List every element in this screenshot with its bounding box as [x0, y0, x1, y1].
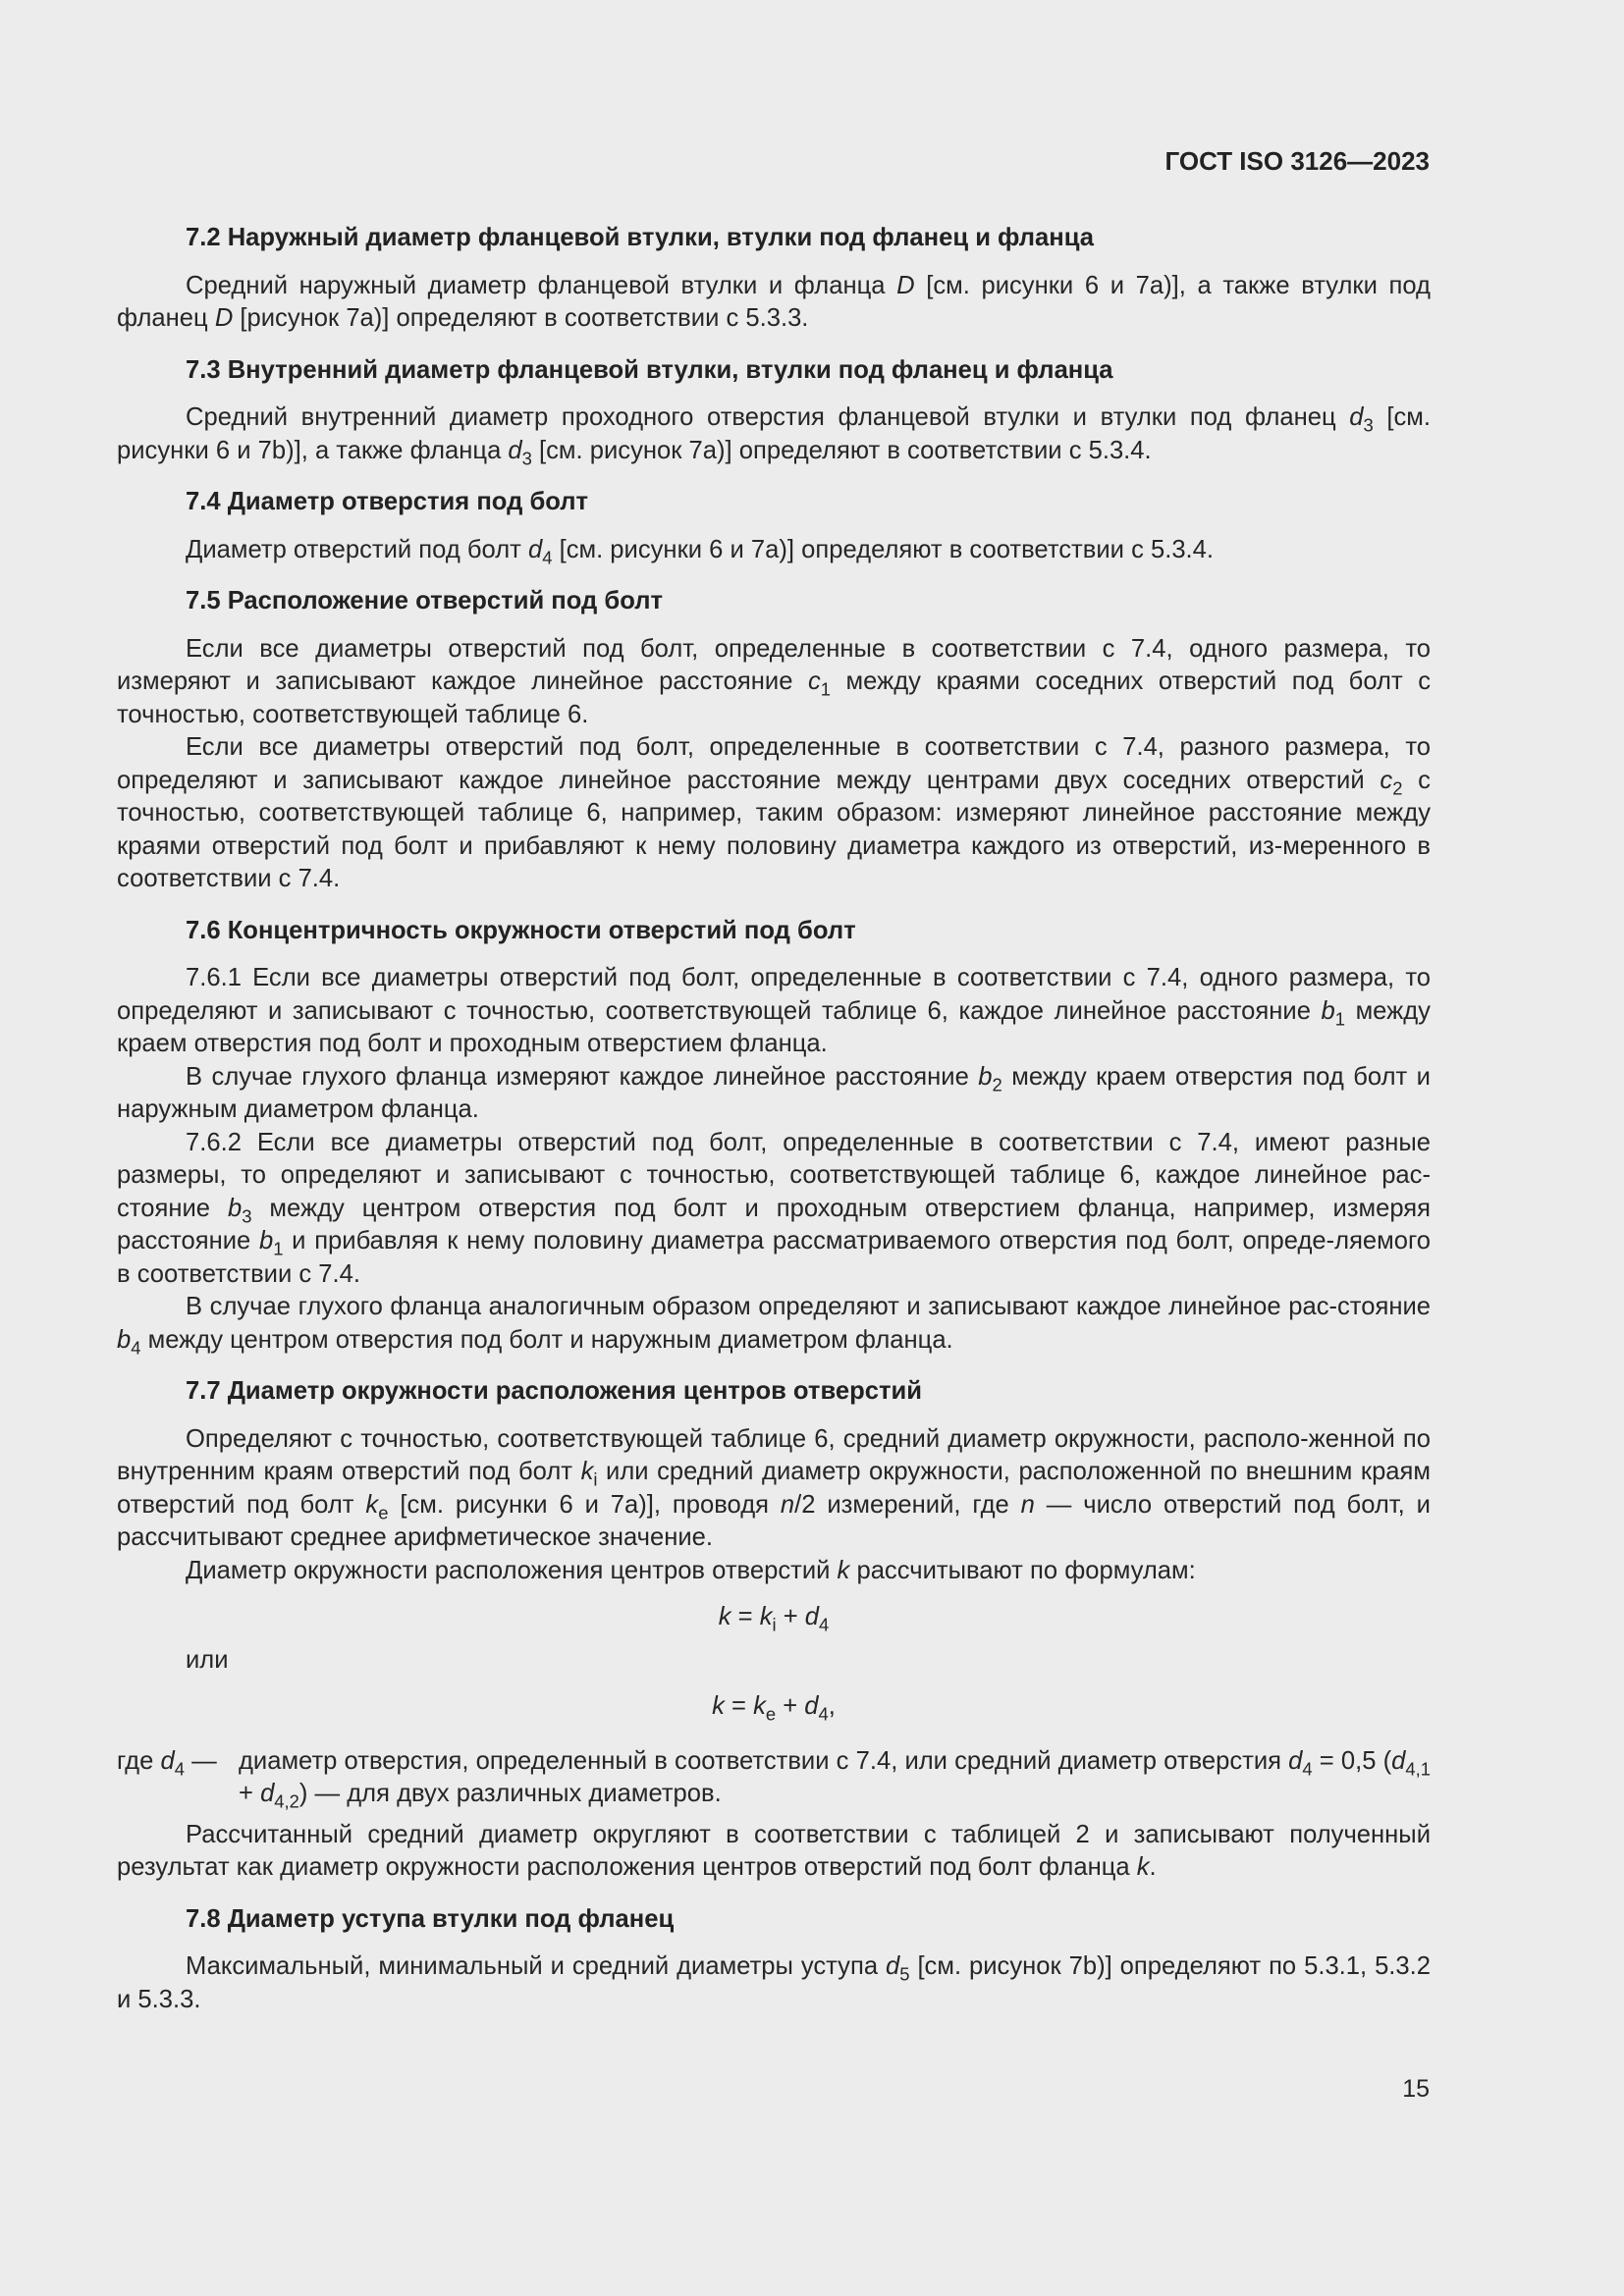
paragraph: Определяют с точностью, соответствующей таблице 6, средний диаметр окружности, располо-женной по внутренним краям отверстий под болт $k_i$ или средний диаметр окружности, расположенной по внешним краям отверстий под болт $k_e$ [см. рисунки 6 и 7а)], проводя n/2 измерений, где n — число отверстий под болт, и рассчитывают среднее арифметическое значение. — [117, 1424, 1431, 1551]
paragraph: Если все диаметры отверстий под болт, определенные в соответствии с 7.4, одного размера, то измеряют и записывают каждое линейное расстояние $c_1$ между краями соседних отверстий под болт с точностью, соответствующей таблице 6. — [117, 634, 1431, 728]
paragraph: 7.6.1 Если все диаметры отверстий под болт, определенные в соответствии с 7.4, одного размера, то определяют и записывают с точностью, соответствующей таблице 6, каждое линейное расстояние $b_1$ между краем отверстия под болт и проходным отверстием фланца. — [117, 964, 1431, 1057]
document-header: ГОСТ ISO 3126—2023 — [1164, 146, 1430, 176]
section-title: 7.6 Концентричность окружности отверстий под болт — [186, 916, 856, 944]
section-7-3 — [117, 354, 1431, 468]
formula: $k = k_e + d_4$, — [712, 1692, 836, 1725]
section-title: 7.3 Внутренний диаметр фланцевой втулки, втулки под фланец и фланца — [186, 355, 1113, 384]
paragraph: Средний внутренний диаметр проходного отверстия фланцевой втулки и втулки под фланец $d_3$ [см. рисунки 6 и 7b)], а также фланца $d_3$ [см. рисунок 7а)] определяют в соответствии с 5.3.4. — [117, 403, 1431, 468]
paragraph: В случае глухого фланца аналогичным образом определяют и записывают каждое линейное рас-стояние $b_4$ между центром отверстия под болт и наружным диаметром фланца. — [117, 1293, 1431, 1358]
section-7-4 — [117, 486, 1431, 566]
paragraph: 7.6.2 Если все диаметры отверстий под болт, определенные в соответствии с 7.4, имеют разные размеры, то определяют и записывают с точностью, соответствующей таблице 6, каждое линейное рас-стояние $b_3$ между центром отверстия под болт и проходным отверстием фланца, например, измеряя расстояние $b_1$ и прибавляя к нему половину диаметра рассматриваемого отверстия под болт, опреде-ляемого в соответствии с 7.4. — [117, 1128, 1431, 1288]
section-title: 7.7 Диаметр окружности расположения центров отверстий — [186, 1377, 922, 1405]
explanation-term: где $d_4$ — — [117, 1746, 217, 1779]
section-title: 7.8 Диаметр уступа втулки под фланец — [186, 1904, 675, 1933]
section-7-8 — [117, 1903, 1431, 2017]
section-7-5 — [117, 585, 1431, 896]
or-word: или — [186, 1645, 229, 1674]
paragraph: Диаметр окружности расположения центров отверстий k рассчитывают по формулам: — [186, 1556, 1196, 1584]
paragraph: В случае глухого фланца измеряют каждое линейное расстояние $b_2$ между краем отверстия под болт и наружным диаметром фланца. — [117, 1062, 1431, 1123]
page-number: 15 — [1402, 2075, 1430, 2103]
explanation-text: диаметр отверстия, определенный в соответствии с 7.4, или средний диаметр отверстия $d_4 = 0,5$ $(d_{4,1} + d_{4,2})$ — для двух различных диаметров. — [239, 1746, 1431, 1812]
paragraph: Если все диаметры отверстий под болт, определенные в соответствии с 7.4, разного размера, то определяют и записывают каждое линейное расстояние между центрами двух соседних отверстий $c_2$ с точностью, соответствующей таблице 6, например, таким образом: измеряют линейное расстояние между краями отверстий под болт и прибавляют к нему половину диаметра каждого из отверстий, из-меренного в соответствии с 7.4. — [117, 733, 1431, 892]
section-7-2 — [117, 222, 1431, 336]
formula-explanation — [117, 1745, 1431, 1811]
section-title: 7.5 Расположение отверстий под болт — [186, 587, 663, 614]
paragraph: Рассчитанный средний диаметр округляют в соответствии с таблицей 2 и записывают полученный результат как диаметр окружности расположения центров отверстий под болт фланца k. — [117, 1820, 1431, 1881]
document-body — [117, 222, 1431, 2035]
paragraph: Средний наружный диаметр фланцевой втулки и фланца D [см. рисунки 6 и 7а)], а также втулки под фланец D [рисунок 7а)] определяют в соответствии с 5.3.3. — [117, 271, 1431, 332]
formula: $k = k_i + d_4$ — [718, 1603, 830, 1635]
section-7-7 — [117, 1375, 1431, 1885]
section-7-6 — [117, 915, 1431, 1358]
paragraph: Диаметр отверстий под болт $d_4$ [см. рисунки 6 и 7а)] определяют в соответствии с 5.3.4. — [186, 535, 1215, 567]
section-title: 7.4 Диаметр отверстия под болт — [186, 488, 589, 515]
paragraph: Максимальный, минимальный и средний диаметры уступа $d_5$ [см. рисунок 7b)] определяют по 5.3.1, 5.3.2 и 5.3.3. — [117, 1952, 1432, 2013]
section-title: 7.2 Наружный диаметр фланцевой втулки, втулки под фланец и фланца — [186, 224, 1095, 251]
